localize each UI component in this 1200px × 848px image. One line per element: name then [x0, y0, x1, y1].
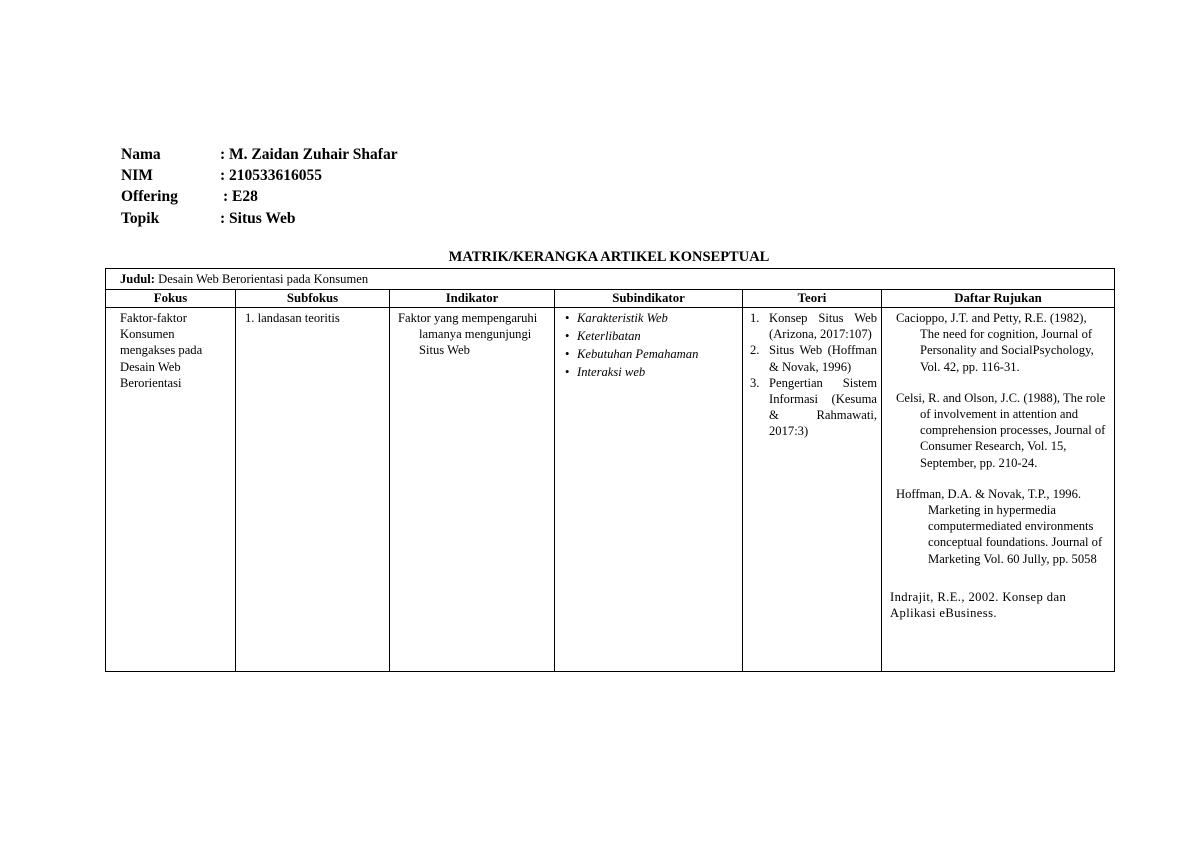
- subfokus-text: 1. landasan teoritis: [245, 311, 340, 325]
- list-item: [750, 342, 877, 374]
- judul-value: Desain Web Berorientasi pada Konsumen: [155, 272, 369, 287]
- cell-teori: [743, 308, 882, 672]
- fokus-text: Faktor-faktor Konsumen mengakses pada Desain Web Berorientasi: [120, 311, 203, 390]
- teori-text: Situs Web (Hoffman & Novak, 1996): [769, 343, 877, 374]
- spacer: [896, 375, 1108, 390]
- header-teori: Teori: [743, 290, 882, 308]
- student-info: [121, 144, 398, 229]
- matrix-table: [105, 268, 1115, 672]
- cell-subfokus: [236, 308, 390, 672]
- info-value: : M. Zaidan Zuhair Shafar: [220, 145, 398, 163]
- list-item: • Keterlibatan: [565, 328, 742, 346]
- spacer: [896, 567, 1108, 589]
- info-label: Nama: [121, 145, 161, 163]
- info-row-offering: [121, 187, 398, 208]
- header-daftar-rujukan: Daftar Rujukan: [882, 290, 1115, 308]
- spacer: [896, 471, 1108, 486]
- info-label: NIM: [121, 166, 153, 184]
- subindikator-list: [555, 310, 742, 382]
- table-row: [106, 308, 1115, 672]
- teori-text: Konsep Situs Web (Arizona, 2017:107): [769, 311, 877, 342]
- info-value: : E28: [223, 188, 258, 206]
- list-item: • Kebutuhan Pemahaman: [565, 346, 742, 364]
- list-item: [750, 375, 877, 440]
- cell-daftar-rujukan: [882, 308, 1115, 672]
- reference-item: Hoffman, D.A. & Novak, T.P., 1996. Marketing in hypermedia computermediated environments conceptual foundations. Journal of Marketing Vol. 60 Jully, pp. 5058: [896, 486, 1103, 566]
- header-subindikator: Subindikator: [555, 290, 743, 308]
- cell-fokus: [106, 308, 236, 672]
- header-fokus: Fokus: [106, 290, 236, 308]
- list-number: 2.: [750, 343, 760, 358]
- reference-item: Indrajit, R.E., 2002. Konsep dan Aplikasi eBusiness.: [890, 589, 1067, 621]
- indikator-text: Faktor yang mempengaruhi lamanya mengunjungi Situs Web: [398, 311, 538, 358]
- reference-item: Celsi, R. and Olson, J.C. (1988), The role of involvement in attention and comprehension processes, Journal of Consumer Research, Vol. 15, September, pp. 210-24.: [896, 390, 1106, 470]
- teori-text: Pengertian Sistem Informasi (Kesuma & Rahmawati, 2017:3): [769, 375, 877, 439]
- judul-row: [106, 269, 1115, 290]
- header-subfokus: Subfokus: [236, 290, 390, 308]
- header-indikator: Indikator: [390, 290, 555, 308]
- list-number: 1.: [750, 311, 760, 325]
- cell-indikator: [390, 308, 555, 672]
- list-number: 3.: [750, 375, 760, 390]
- teori-list: [750, 310, 877, 440]
- info-label: Topik: [121, 209, 160, 227]
- info-row-nim: [121, 165, 398, 186]
- cell-subindikator: [555, 308, 743, 672]
- judul-label: Judul:: [120, 272, 156, 287]
- list-item: [750, 310, 877, 342]
- list-item: • Karakteristik Web: [565, 310, 742, 328]
- reference-item: Cacioppo, J.T. and Petty, R.E. (1982), The need for cognition, Journal of Personality and SocialPsychology, Vol. 42, pp. 116-31.: [896, 311, 1094, 374]
- info-row-nama: [121, 144, 398, 165]
- info-value: : Situs Web: [220, 209, 296, 227]
- document-title: MATRIK/KERANGKA ARTIKEL KONSEPTUAL: [448, 249, 770, 265]
- list-item: • Interaksi web: [565, 364, 742, 382]
- info-value: : 210533616055: [220, 166, 323, 184]
- info-label: Offering: [121, 188, 178, 206]
- info-row-topik: [121, 208, 398, 229]
